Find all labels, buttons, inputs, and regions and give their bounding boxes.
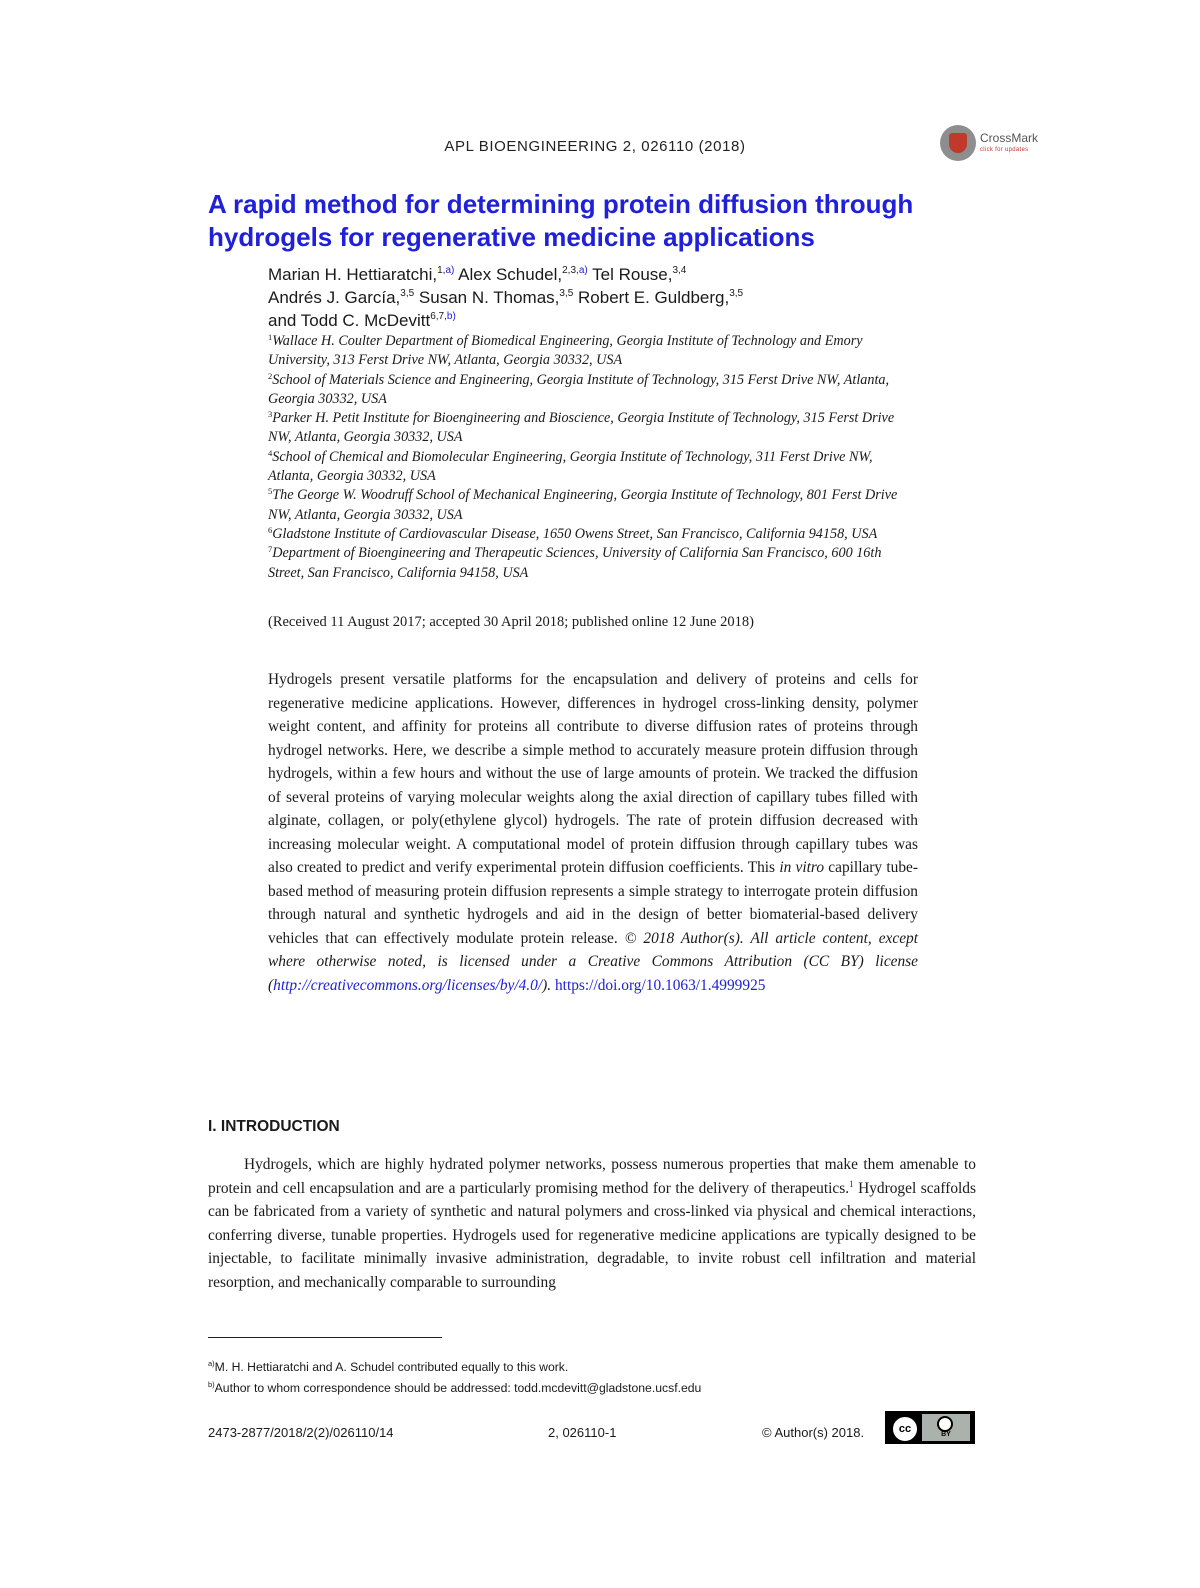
affiliation xyxy=(268,525,908,544)
author-affil-sup: 3,5 xyxy=(729,288,744,299)
crossmark-icon xyxy=(940,125,976,161)
affiliation-number: 1 xyxy=(268,332,273,342)
affiliation xyxy=(268,332,908,371)
author-name: Susan N. Thomas, xyxy=(414,288,560,307)
affiliation-text: Gladstone Institute of Cardiovascular Disease, 1650 Owens Street, San Francisco, California 94158, USA xyxy=(272,525,878,542)
affiliation-number: 4 xyxy=(268,447,273,458)
crossmark-badge[interactable] xyxy=(940,125,1040,165)
intro-paragraph xyxy=(208,1153,976,1294)
affiliation-number: 6 xyxy=(268,524,273,535)
affiliation xyxy=(268,544,908,583)
by-label: BY xyxy=(941,1431,951,1438)
author-affil-sup: 1, xyxy=(437,265,446,276)
affiliation xyxy=(268,448,908,487)
license-link-text: http://creativecommons.org/licenses/by/4.0/ xyxy=(273,976,543,994)
affiliation xyxy=(268,409,908,448)
received-dates: (Received 11 August 2017; accepted 30 April 2018; published online 12 June 2018) xyxy=(268,614,754,630)
intro-text: Hydrogel scaffolds can be fabricated from a variety of synthetic and natural polymers and cross-linked via physical and chemical interactions, conferring diverse, tunable properties. Hydrogels used for regenerative medicine applications are typically designed to be injectable, to facilitate minimally invasive administration, degradable, to invite robust cell infiltration and material resorption, and mechanically comparable to surrounding xyxy=(208,1179,976,1291)
footnote-text: Author to whom correspondence should be addressed: todd.mcdevitt@gladstone.ucsf.edu xyxy=(214,1381,702,1395)
cc-by-license-badge[interactable] xyxy=(885,1411,975,1444)
footnote xyxy=(208,1378,968,1399)
footnote-divider xyxy=(208,1337,442,1338)
affiliation-number: 2 xyxy=(268,370,273,381)
author-list xyxy=(268,263,968,332)
abstract-text: capillary tube-based method of measuring protein diffusion represents a simple strategy to interrogate protein diffusion through natural and synthetic hydrogels and aid in the design of better biomaterial-based delivery vehicles that can effectively modulate protein release. xyxy=(268,859,918,947)
abstract xyxy=(268,668,918,997)
affiliation-number: 7 xyxy=(268,544,273,555)
section-heading: I. INTRODUCTION xyxy=(208,1118,340,1135)
author-name: Andrés J. García, xyxy=(268,288,401,307)
author-name: Alex Schudel, xyxy=(454,265,563,284)
author-name: Marian H. Hettiaratchi, xyxy=(268,265,438,284)
abstract-text: Hydrogels present versatile platforms for the encapsulation and delivery of proteins and cells for regenerative medicine applications. However, differences in hydrogel cross-linking density, polymer weight content, and affinity for proteins all contribute to diverse diffusion rates of proteins through hydrogel networks. Here, we describe a simple method to accurately measure protein diffusion through hydrogels, within a few hours and without the use of large amounts of protein. We tracked the diffusion of several proteins of varying molecular weights along the axial direction of capillary tubes filled with alginate, collagen, or poly(ethylene glycol) hydrogels. The rate of protein diffusion decreased with increasing molecular weight. A computational model of protein diffusion through capillary tubes was also created to predict and verify experimental protein diffusion coefficients. This xyxy=(268,671,918,876)
affiliation xyxy=(268,371,908,410)
author-affil-sup: 2,3, xyxy=(562,265,579,276)
author-affil-sup: 3,4 xyxy=(672,265,687,276)
doi-link[interactable]: https://doi.org/10.1063/1.4999925 xyxy=(554,976,766,994)
affiliation xyxy=(268,486,908,525)
affiliation-number: 3 xyxy=(268,409,273,420)
attribution-panel xyxy=(922,1414,970,1441)
footnote-mark: b) xyxy=(208,1380,215,1389)
affiliation-list xyxy=(268,332,908,583)
creative-commons-icon: cc xyxy=(891,1415,919,1443)
affiliation-text: The George W. Woodruff School of Mechanical Engineering, Georgia Institute of Technology, 801 Ferst Drive NW, Atlanta, Georgia 30332, USA xyxy=(268,487,898,523)
author-name: Robert E. Guldberg, xyxy=(573,288,730,307)
affiliation-text: School of Chemical and Biomolecular Engineering, Georgia Institute of Technology, 311 Ferst Drive NW, Atlanta, Georgia 30332, USA xyxy=(268,448,873,485)
author-affil-sup: 3,5 xyxy=(400,288,415,299)
attribution-person-icon xyxy=(937,1416,953,1432)
author-name: Tel Rouse, xyxy=(587,265,673,284)
footnote xyxy=(208,1357,968,1378)
crossmark-sublabel: click for updates xyxy=(980,147,1029,153)
abstract-italic: in vitro xyxy=(779,859,825,876)
author-name: and Todd C. McDevitt xyxy=(268,311,431,330)
author-note-link[interactable]: a) xyxy=(445,265,455,276)
license-close: ). xyxy=(542,976,555,994)
footnote-mark: a) xyxy=(208,1359,215,1368)
footnote-text: M. H. Hettiaratchi and A. Schudel contributed equally to this work. xyxy=(214,1360,569,1374)
author-affil-sup: 6,7, xyxy=(430,311,447,322)
license-link[interactable] xyxy=(273,977,542,994)
crossmark-label: CrossMark xyxy=(980,131,1039,145)
page-number: 2, 026110-1 xyxy=(548,1425,617,1440)
affiliation-text: Department of Bioengineering and Therapeutic Sciences, University of California San Francisco, 600 16th Street, San Francisco, California 94158, USA xyxy=(268,545,882,581)
copyright-notice: © Author(s) 2018. xyxy=(762,1425,865,1440)
affiliation-number: 5 xyxy=(268,486,273,497)
affiliation-text: School of Materials Science and Engineering, Georgia Institute of Technology, 315 Ferst Drive NW, Atlanta, Georgia 30332, USA xyxy=(268,371,890,407)
affiliation-text: Parker H. Petit Institute for Bioengineering and Bioscience, Georgia Institute of Technology, 315 Ferst Drive NW, Atlanta, Georgia 30332, USA xyxy=(268,410,895,446)
issn-line: 2473-2877/2018/2(2)/026110/14 xyxy=(208,1425,394,1440)
intro-text: Hydrogels, which are highly hydrated polymer networks, possess numerous properties that make them amenable to protein and cell encapsulation and are a particularly promising method for the delivery of therapeutics. xyxy=(208,1156,976,1197)
author-note-link[interactable]: a) xyxy=(578,265,588,276)
affiliation-text: Wallace H. Coulter Department of Biomedical Engineering, Georgia Institute of Technology and Emory University, 313 Ferst Drive NW, Atlanta, Georgia 30332, USA xyxy=(268,333,863,369)
author-affil-sup: 3,5 xyxy=(559,288,574,299)
reference-link[interactable]: 1 xyxy=(849,1178,854,1189)
article-title: A rapid method for determining protein diffusion through hydrogels for regenerative medicine applications xyxy=(208,189,914,252)
journal-header: APL BIOENGINEERING 2, 026110 (2018) xyxy=(444,138,746,155)
license-statement: © 2018 Author(s). All article content, except where otherwise noted, is licensed under a Creative Commons Attribution (CC BY) license ( xyxy=(268,929,918,994)
author-note-link[interactable]: b) xyxy=(446,311,456,322)
footnotes xyxy=(208,1357,968,1399)
